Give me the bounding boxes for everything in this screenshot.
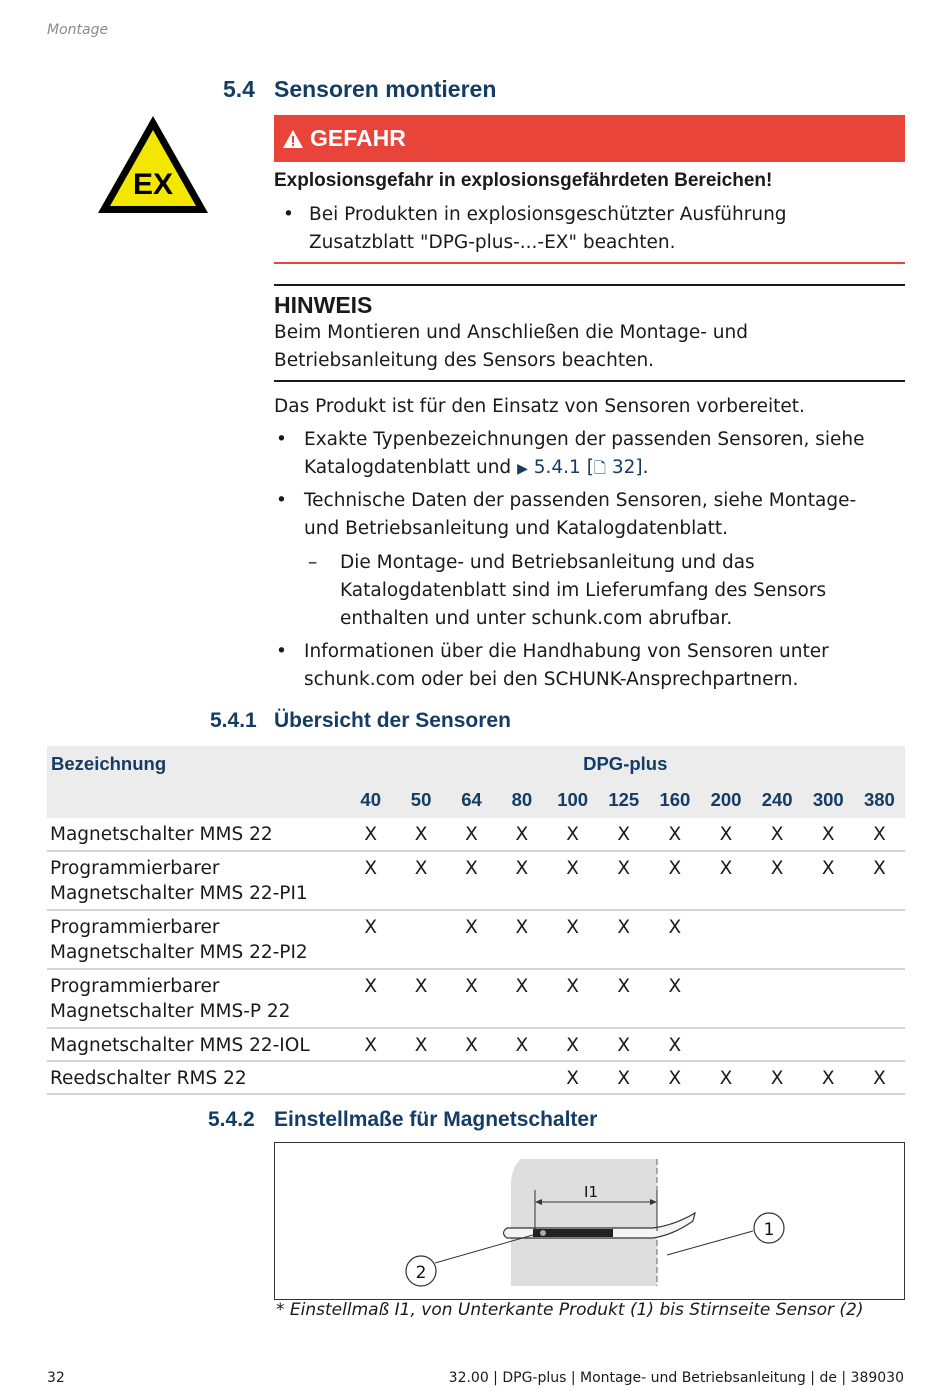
- subsection-title: Übersicht der Sensoren: [274, 709, 511, 732]
- bullet1-line2: [304, 454, 649, 483]
- availability-cell: X: [700, 851, 751, 910]
- notice-line2: Betriebsanleitung des Sensors beachten.: [274, 350, 655, 371]
- availability-cell: X: [803, 1061, 854, 1094]
- page-icon: 🗋: [593, 459, 606, 477]
- size-header-300: 300: [803, 782, 854, 818]
- availability-cell: [854, 969, 905, 1028]
- sensor-name-line1: Programmierbarer: [50, 976, 220, 997]
- notice-line1: Beim Montieren und Anschließen die Montage- und: [274, 322, 748, 343]
- availability-cell: X: [497, 1028, 547, 1061]
- availability-cell: X: [346, 1028, 396, 1061]
- bullet1-line1: Exakte Typenbezeichnungen der passenden Sensoren, siehe: [304, 429, 865, 450]
- size-header-160: 160: [649, 782, 700, 818]
- sensor-name-line1: Programmierbarer: [50, 917, 220, 938]
- column-group-header: DPG-plus: [346, 746, 906, 782]
- availability-cell: X: [598, 818, 649, 851]
- availability-cell: X: [854, 851, 905, 910]
- availability-cell: X: [497, 969, 547, 1028]
- table-row: [47, 818, 905, 851]
- availability-cell: X: [598, 1028, 649, 1061]
- subbullet-line1: Die Montage- und Betriebsanleitung und das: [340, 552, 755, 573]
- availability-cell: X: [598, 969, 649, 1028]
- cross-reference-link[interactable]: [517, 457, 643, 478]
- size-header-380: 380: [854, 782, 905, 818]
- size-header-40: 40: [346, 782, 396, 818]
- dash-marker: –: [308, 552, 318, 573]
- sensor-name-line1: Programmierbarer: [50, 858, 220, 879]
- availability-cell: X: [649, 969, 700, 1028]
- table-row: [47, 1061, 905, 1094]
- availability-cell: X: [649, 1061, 700, 1094]
- warning-triangle-icon: [282, 129, 304, 149]
- availability-cell: X: [803, 818, 854, 851]
- table-header-row: [47, 746, 905, 782]
- availability-cell: X: [752, 1061, 803, 1094]
- explosion-warning-icon: [95, 112, 211, 217]
- section-number: 5.4: [223, 76, 255, 102]
- availability-cell: X: [649, 851, 700, 910]
- sensor-name-line1: Reedschalter RMS 22: [50, 1068, 247, 1089]
- size-header-125: 125: [598, 782, 649, 818]
- sensor-name-line2: Magnetschalter MMS 22-PI2: [50, 942, 308, 963]
- notice-bottom-rule: [274, 380, 905, 382]
- sensor-name-line2: Magnetschalter MMS 22-PI1: [50, 883, 308, 904]
- availability-cell: X: [649, 1028, 700, 1061]
- size-header-200: 200: [700, 782, 751, 818]
- availability-cell: X: [547, 1061, 598, 1094]
- availability-cell: X: [446, 818, 496, 851]
- availability-cell: X: [700, 818, 751, 851]
- table-row: [47, 910, 905, 969]
- subbullet-line3: enthalten und unter schunk.com abrufbar.: [340, 608, 733, 629]
- sensor-name-cell: [47, 1061, 346, 1094]
- running-header: Montage: [47, 22, 109, 38]
- magnet-switch-figure: [274, 1142, 905, 1300]
- notice-title: HINWEIS: [274, 292, 373, 318]
- availability-cell: X: [649, 910, 700, 969]
- subsection-title: Einstellmaße für Magnetschalter: [274, 1108, 598, 1131]
- page-number: 32: [47, 1370, 65, 1386]
- link-text: 5.4.1 [: [533, 457, 594, 478]
- availability-cell: X: [547, 910, 598, 969]
- availability-cell: X: [598, 910, 649, 969]
- size-header-50: 50: [396, 782, 446, 818]
- availability-cell: X: [752, 851, 803, 910]
- bullet3-line2: schunk.com oder bei den SCHUNK-Ansprechpartnern.: [304, 669, 799, 690]
- sensor-mounting-drawing: [275, 1143, 903, 1298]
- size-header-row: [47, 782, 905, 818]
- availability-cell: [752, 1028, 803, 1061]
- availability-cell: X: [346, 851, 396, 910]
- availability-cell: X: [446, 969, 496, 1028]
- bullet2-line1: Technische Daten der passenden Sensoren, siehe Montage-: [304, 490, 857, 511]
- availability-cell: X: [547, 851, 598, 910]
- dimension-label: I1: [584, 1183, 598, 1201]
- availability-cell: X: [346, 969, 396, 1028]
- availability-cell: X: [752, 818, 803, 851]
- availability-cell: X: [700, 1061, 751, 1094]
- sensor-name-line2: Magnetschalter MMS-P 22: [50, 1001, 291, 1022]
- availability-cell: X: [396, 818, 446, 851]
- bullet3-line1: Informationen über die Handhabung von Sensoren unter: [304, 641, 829, 662]
- sensor-name-line1: Magnetschalter MMS 22: [50, 824, 273, 845]
- availability-cell: [346, 1061, 396, 1094]
- availability-cell: X: [346, 910, 396, 969]
- availability-cell: X: [446, 910, 496, 969]
- sensor-name-cell: [47, 818, 346, 851]
- availability-cell: [497, 1061, 547, 1094]
- availability-cell: [752, 910, 803, 969]
- availability-cell: X: [854, 818, 905, 851]
- table-row: [47, 851, 905, 910]
- figure-caption: * Einstellmaß I1, von Unterkante Produkt (1) bis Stirnseite Sensor (2): [276, 1300, 864, 1320]
- table-row: [47, 969, 905, 1028]
- sensor-name-line1: Magnetschalter MMS 22-IOL: [50, 1035, 310, 1056]
- availability-cell: X: [396, 969, 446, 1028]
- availability-cell: X: [547, 969, 598, 1028]
- subbullet-line2: Katalogdatenblatt sind im Lieferumfang des Sensors: [340, 580, 827, 601]
- availability-cell: [854, 910, 905, 969]
- ex-sign-text: EX: [132, 168, 174, 201]
- notice-top-rule: [274, 284, 905, 286]
- bullet2-line2: und Betriebsanleitung und Katalogdatenblatt.: [304, 518, 729, 539]
- subsection-number: 5.4.2: [208, 1108, 255, 1131]
- availability-cell: X: [547, 1028, 598, 1061]
- availability-cell: X: [803, 851, 854, 910]
- availability-cell: X: [598, 1061, 649, 1094]
- callout-2: 2: [415, 1263, 427, 1283]
- section-title: Sensoren montieren: [274, 76, 497, 102]
- subsection-number: 5.4.1: [210, 709, 257, 732]
- availability-cell: [396, 1061, 446, 1094]
- empty-header-cell: [47, 782, 346, 818]
- size-header-100: 100: [547, 782, 598, 818]
- bullet-dot: •: [276, 641, 287, 662]
- footer-doc-info: 32.00 | DPG-plus | Montage- und Betriebsanleitung | de | 389030: [448, 1370, 904, 1386]
- danger-headline: Explosionsgefahr in explosionsgefährdeten Bereichen!: [274, 170, 773, 191]
- bullet-dot: •: [276, 429, 287, 450]
- danger-bullet-line2: Zusatzblatt "DPG-plus-...-EX" beachten.: [309, 232, 676, 253]
- availability-cell: [803, 910, 854, 969]
- sensor-name-cell: [47, 851, 346, 910]
- availability-cell: [700, 1028, 751, 1061]
- size-header-240: 240: [752, 782, 803, 818]
- danger-banner: [274, 115, 905, 162]
- availability-cell: [803, 1028, 854, 1061]
- table-body: [47, 818, 905, 1094]
- danger-bullet-line1: Bei Produkten in explosionsgeschützter Ausführung: [309, 204, 787, 225]
- sensor-overview-table: [47, 746, 905, 1095]
- availability-cell: [446, 1061, 496, 1094]
- sensor-name-cell: [47, 910, 346, 969]
- availability-cell: X: [547, 818, 598, 851]
- availability-cell: X: [854, 1061, 905, 1094]
- intro-text: Das Produkt ist für den Einsatz von Sensoren vorbereitet.: [274, 396, 805, 417]
- availability-cell: X: [598, 851, 649, 910]
- callout-1: 1: [763, 1220, 775, 1240]
- sensor-name-cell: [47, 1028, 346, 1061]
- bullet-dot: •: [283, 204, 294, 225]
- availability-cell: X: [396, 1028, 446, 1061]
- size-header-80: 80: [497, 782, 547, 818]
- table-row: [47, 1028, 905, 1061]
- size-header-64: 64: [446, 782, 496, 818]
- availability-cell: [396, 910, 446, 969]
- availability-cell: [854, 1028, 905, 1061]
- availability-cell: X: [446, 1028, 496, 1061]
- bullet1-text: Katalogdatenblatt und: [304, 457, 512, 478]
- availability-cell: X: [497, 851, 547, 910]
- availability-cell: [752, 969, 803, 1028]
- triangle-right-icon: ▶: [517, 461, 528, 477]
- danger-label: GEFAHR: [310, 125, 406, 151]
- availability-cell: X: [346, 818, 396, 851]
- danger-divider: [274, 262, 905, 264]
- sensor-name-cell: [47, 969, 346, 1028]
- link-page: 32]: [611, 457, 643, 478]
- availability-cell: [803, 969, 854, 1028]
- availability-cell: X: [446, 851, 496, 910]
- availability-cell: X: [497, 910, 547, 969]
- availability-cell: X: [396, 851, 446, 910]
- availability-cell: [700, 969, 751, 1028]
- availability-cell: [700, 910, 751, 969]
- bullet-dot: •: [276, 490, 287, 511]
- column-header-designation: Bezeichnung: [47, 746, 346, 782]
- bullet1-end: .: [642, 457, 649, 478]
- availability-cell: X: [497, 818, 547, 851]
- availability-cell: X: [649, 818, 700, 851]
